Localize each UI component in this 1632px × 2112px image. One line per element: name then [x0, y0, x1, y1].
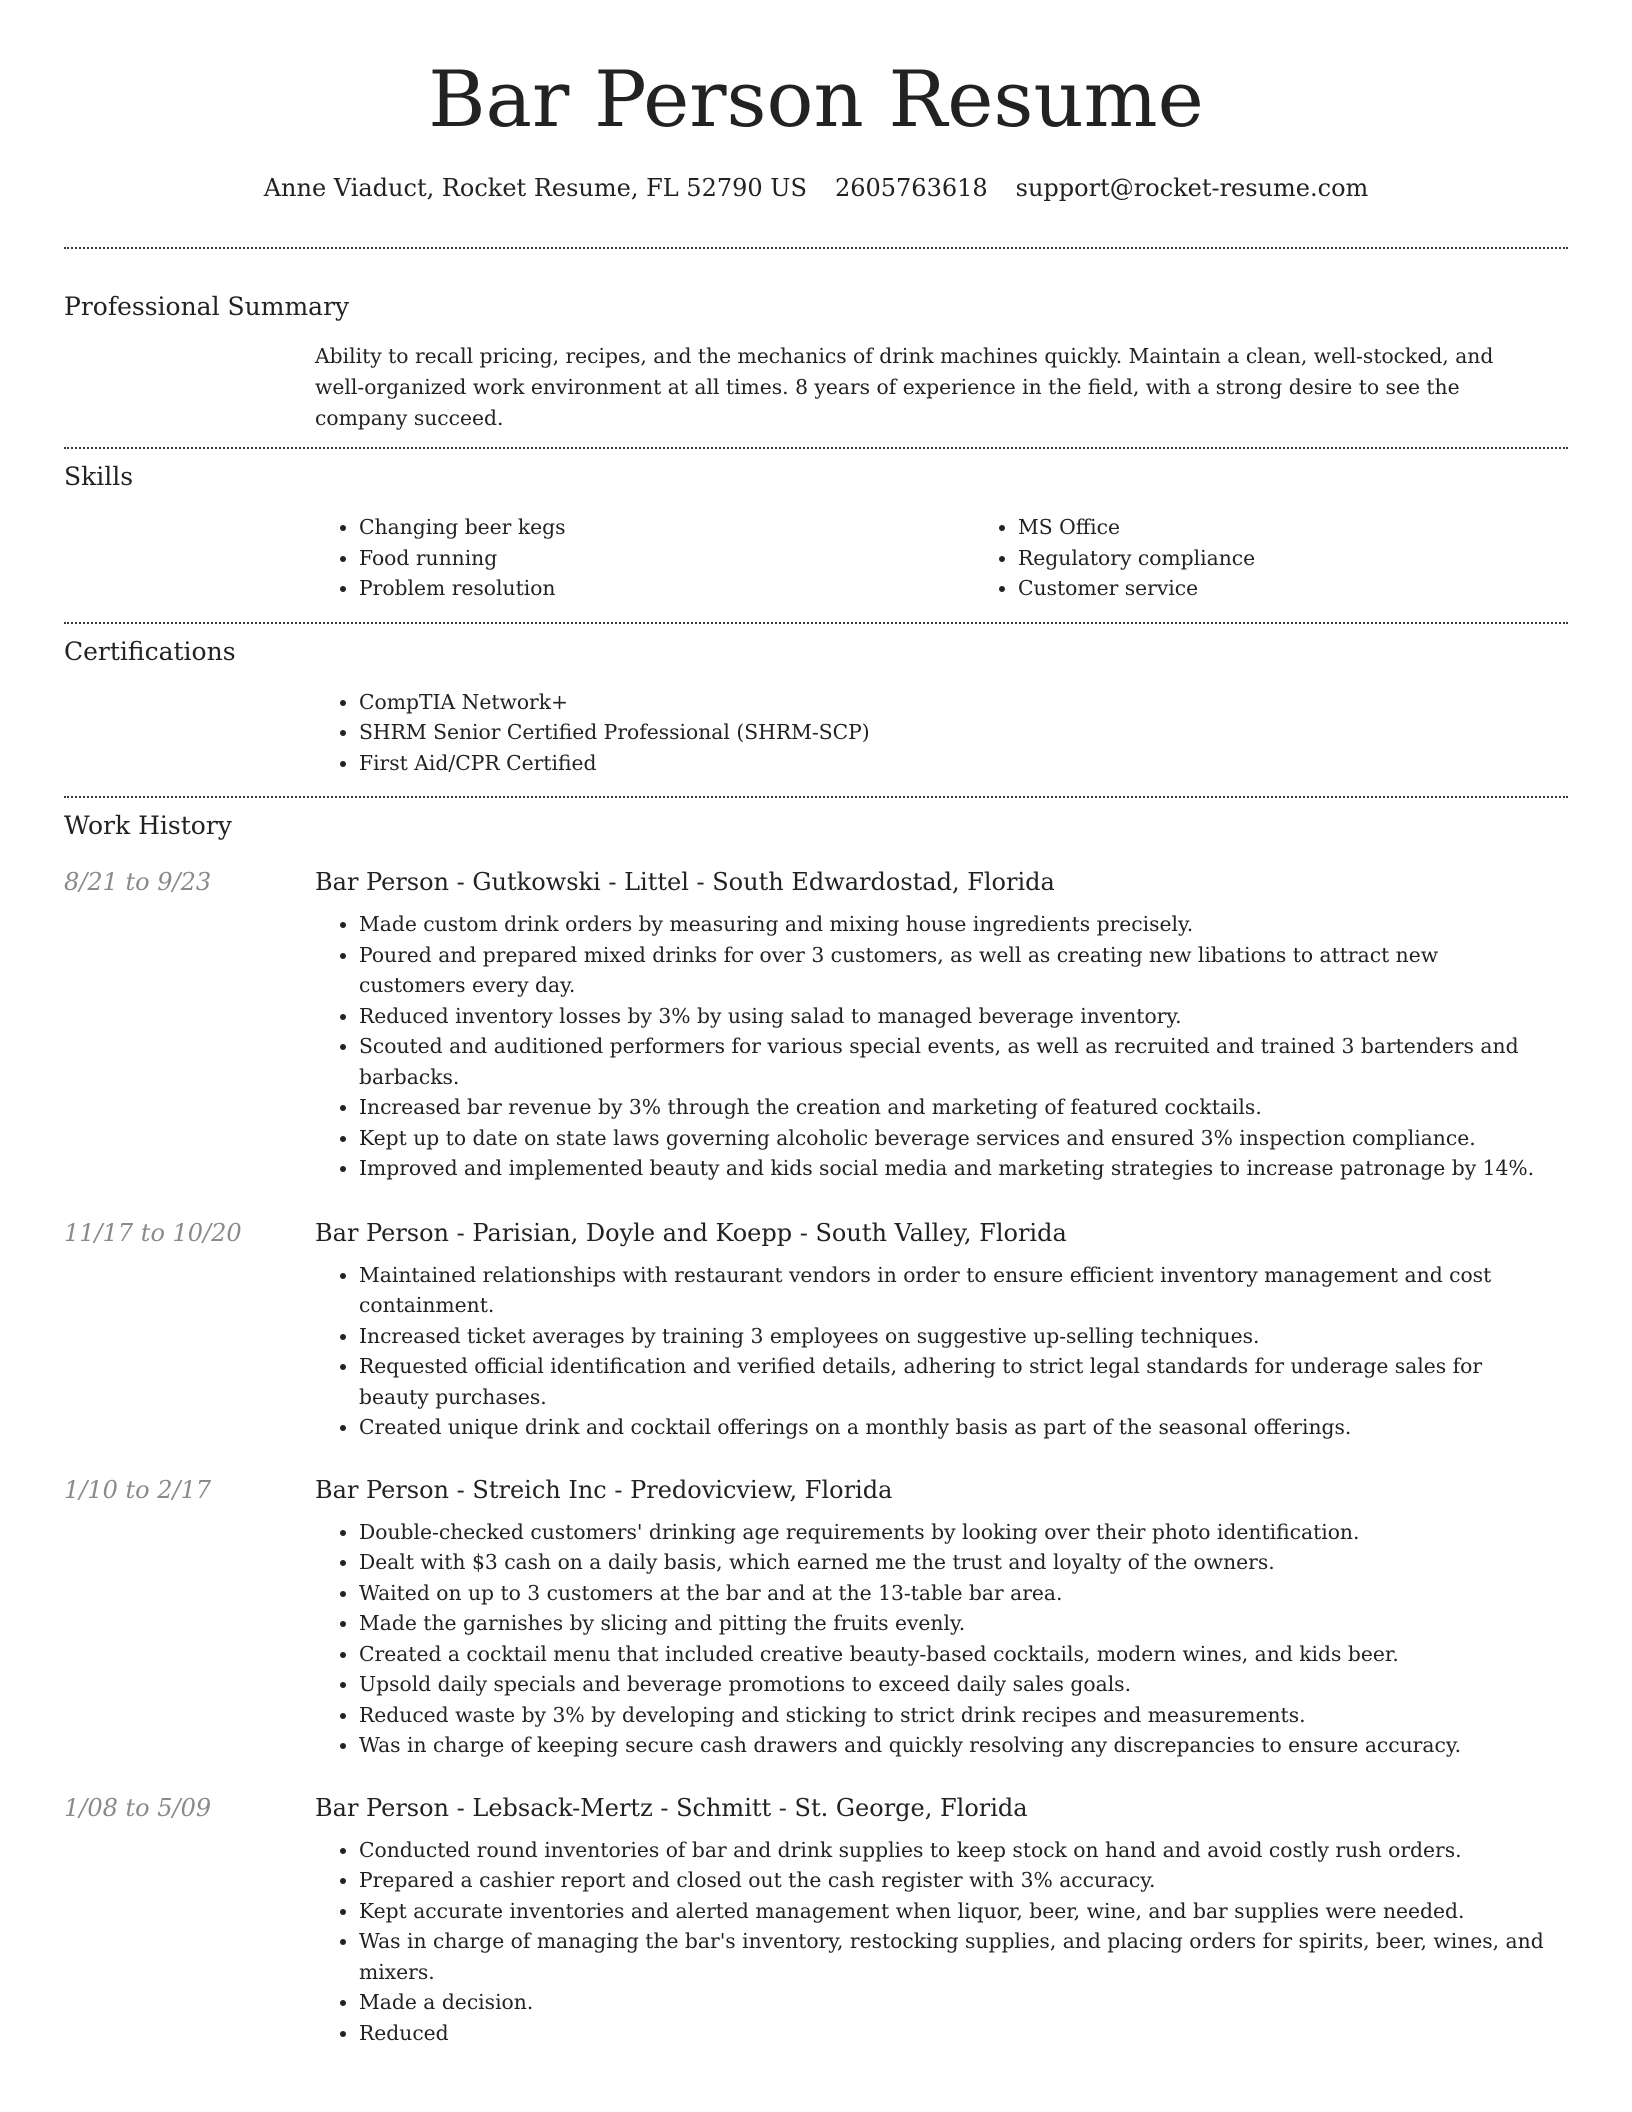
certifications-section: [64, 634, 1568, 779]
skills-list-col2: [974, 512, 1632, 604]
section-divider: [64, 622, 1568, 624]
job-entry: [64, 1216, 1568, 1443]
job-bullets: [315, 1835, 1548, 2049]
skills-section: [64, 459, 1568, 604]
section-divider: [64, 247, 1568, 249]
job-bullet: • Requested official identification and verified details, adhering to strict legal standards for underage sales for beauty purchases.: [359, 1351, 1548, 1412]
job-dates: 1/10 to 2/17: [64, 1475, 212, 1504]
skills-list-col1: [315, 512, 974, 604]
job-bullet: • Made custom drink orders by measuring and mixing house ingredients precisely.: [359, 909, 1548, 940]
job-bullet: • Made the garnishes by slicing and pitting the fruits evenly.: [359, 1608, 1548, 1639]
job-dates: 11/17 to 10/20: [64, 1218, 242, 1247]
job-bullet: • Improved and implemented beauty and kids social media and marketing strategies to increase patronage by 14%.: [359, 1153, 1548, 1184]
certifications-heading: Certifications: [64, 636, 236, 666]
job-bullet: • Upsold daily specials and beverage promotions to exceed daily sales goals.: [359, 1669, 1548, 1700]
resume-title: Bar Person Resume: [428, 55, 1204, 145]
job-bullet: • Dealt with $3 cash on a daily basis, which earned me the trust and loyalty of the owners.: [359, 1547, 1548, 1578]
work-heading: Work History: [64, 811, 232, 840]
job-entry: [64, 1791, 1568, 2049]
skill-item: • Food running: [359, 543, 974, 574]
job-bullet: • Kept accurate inventories and alerted management when liquor, beer, wine, and bar supplies were needed.: [359, 1896, 1548, 1927]
work-section: [64, 808, 1568, 2048]
section-divider: [64, 796, 1568, 798]
skill-item: • Problem resolution: [359, 573, 974, 604]
job-bullets: [315, 1260, 1548, 1443]
job-bullets: [315, 909, 1548, 1184]
certifications-list: [315, 687, 1548, 779]
contact-address: Anne Viaduct, Rocket Resume, FL 52790 US: [263, 174, 807, 202]
job-title: Bar Person - Gutkowski - Littel - South Edwardostad, Florida: [315, 868, 1055, 896]
job-bullet: • Poured and prepared mixed drinks for over 3 customers, as well as creating new libations to attract new customers every day.: [359, 940, 1548, 1001]
job-bullet: • Reduced: [359, 2018, 1548, 2049]
job-bullet: • Made a decision.: [359, 1987, 1548, 2018]
contact-email: support@rocket-resume.com: [1015, 174, 1369, 202]
job-bullet: • Reduced waste by 3% by developing and sticking to strict drink recipes and measurements.: [359, 1700, 1548, 1731]
job-title: Bar Person - Parisian, Doyle and Koepp - South Valley, Florida: [315, 1218, 1067, 1247]
certification-item: • SHRM Senior Certified Professional (SHRM-SCP): [359, 717, 1548, 748]
job-bullet: • Double-checked customers' drinking age requirements by looking over their photo identification.: [359, 1517, 1548, 1548]
job-bullet: • Conducted round inventories of bar and drink supplies to keep stock on hand and avoid costly rush orders.: [359, 1835, 1548, 1866]
summary-heading: Professional Summary: [64, 292, 350, 321]
job-title: Bar Person - Streich Inc - Predovicview, Florida: [315, 1475, 893, 1504]
job-bullet: • Maintained relationships with restaurant vendors in order to ensure efficient inventory management and cost containment.: [359, 1260, 1548, 1321]
contact-line: [64, 168, 1568, 208]
job-bullet: • Created a cocktail menu that included creative beauty-based cocktails, modern wines, and kids beer.: [359, 1639, 1548, 1670]
summary-section: [64, 289, 1568, 434]
skills-heading: Skills: [64, 462, 134, 491]
job-bullet: • Scouted and auditioned performers for various special events, as well as recruited and trained 3 bartenders and barbacks.: [359, 1031, 1548, 1092]
job-bullet: • Increased bar revenue by 3% through the creation and marketing of featured cocktails.: [359, 1092, 1548, 1123]
resume-page: [64, 0, 1568, 2048]
certification-item: • First Aid/CPR Certified: [359, 748, 1548, 779]
job-bullet: • Increased ticket averages by training 3 employees on suggestive up-selling techniques.: [359, 1321, 1548, 1352]
job-dates: 1/08 to 5/09: [64, 1793, 212, 1822]
skill-item: • Changing beer kegs: [359, 512, 974, 543]
job-bullet: • Reduced inventory losses by 3% by using salad to managed beverage inventory.: [359, 1001, 1548, 1032]
job-bullets: [315, 1517, 1548, 1761]
job-entry: [64, 865, 1568, 1184]
skill-item: • Customer service: [1018, 573, 1632, 604]
summary-text: Ability to recall pricing, recipes, and the mechanics of drink machines quickly. Maintain a clean, well-stocked, and well-organized work environment at all times. 8 years of experience in the field, with a strong desire to see the company succeed.: [315, 344, 1494, 430]
contact-phone: 2605763618: [834, 174, 988, 202]
skill-item: • Regulatory compliance: [1018, 543, 1632, 574]
job-bullet: • Was in charge of keeping secure cash drawers and quickly resolving any discrepancies to ensure accuracy.: [359, 1730, 1548, 1761]
job-bullet: • Kept up to date on state laws governing alcoholic beverage services and ensured 3% inspection compliance.: [359, 1123, 1548, 1154]
certification-item: • CompTIA Network+: [359, 687, 1548, 718]
job-dates: 8/21 to 9/23: [64, 868, 212, 896]
job-title: Bar Person - Lebsack-Mertz - Schmitt - St. George, Florida: [315, 1793, 1028, 1822]
job-bullet: • Waited on up to 3 customers at the bar and at the 13-table bar area.: [359, 1578, 1548, 1609]
skill-item: • MS Office: [1018, 512, 1632, 543]
section-divider: [64, 447, 1568, 449]
job-entry: [64, 1473, 1568, 1761]
job-bullet: • Prepared a cashier report and closed out the cash register with 3% accuracy.: [359, 1865, 1548, 1896]
job-bullet: • Created unique drink and cocktail offerings on a monthly basis as part of the seasonal offerings.: [359, 1412, 1548, 1443]
job-bullet: • Was in charge of managing the bar's inventory, restocking supplies, and placing orders for spirits, beer, wines, and mixers.: [359, 1926, 1548, 1987]
